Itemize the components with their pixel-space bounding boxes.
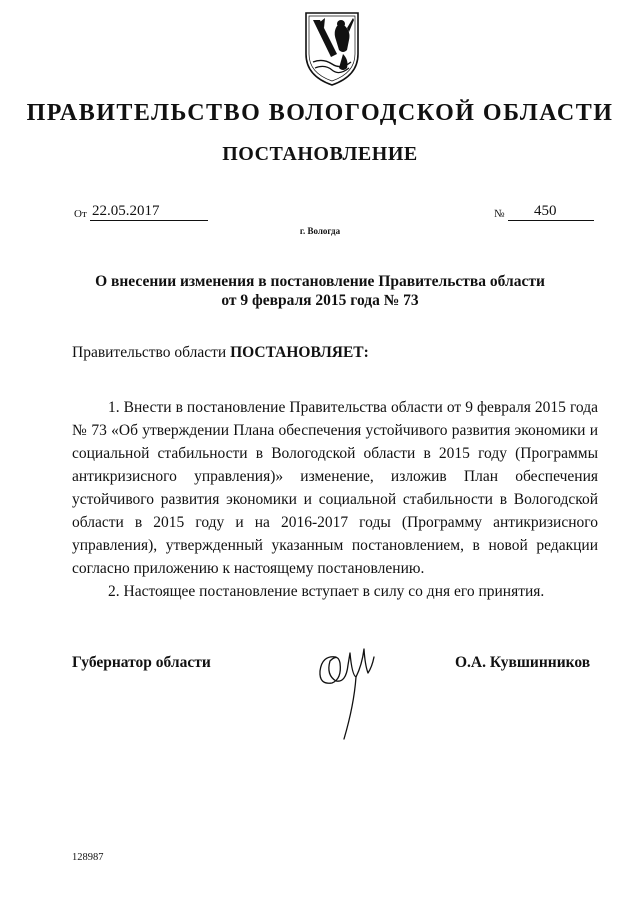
document-code: 128987 [72, 852, 104, 863]
city: г. Вологда [299, 226, 341, 236]
date-prefix: От [74, 208, 87, 220]
signer-role: Губернатор области [72, 654, 211, 671]
subject-line-1: О внесении изменения в постановление Правительства области [95, 273, 545, 290]
document-number: 450 [508, 203, 594, 221]
government-title: ПРАВИТЕЛЬСТВО ВОЛОГОДСКОЙ ОБЛАСТИ [26, 100, 614, 126]
coat-of-arms-icon [303, 10, 361, 88]
number-prefix: № [494, 208, 505, 220]
document-subject [70, 272, 570, 310]
document-date: 22.05.2017 [90, 203, 208, 221]
body-paragraph-1: 1. Внести в постановление Правительства области от 9 февраля 2015 года № 73 «Об утверждении Плана обеспечения устойчивого развития экономики и социальной стабильности в Вологодской области в 2015 году (Программы антикризисного управления)» изменение, изложив План обеспечения устойчивого развития экономики и социальной стабильности в Вологодской области в 2015 году и на 2016-2017 годы (Программу антикризисного управления), утвержденный указанным постановлением, в новой редакции согласно приложению к настоящему постановлению. [72, 399, 598, 577]
preamble [72, 344, 369, 362]
body-paragraph-2: 2. Настоящее постановление вступает в силу со дня его принятия. [108, 583, 545, 600]
document-type: ПОСТАНОВЛЕНИЕ [222, 143, 418, 165]
subject-line-2: от 9 февраля 2015 года № 73 [221, 292, 419, 309]
document-body [72, 396, 598, 603]
preamble-keyword: ПОСТАНОВЛЯЕТ: [230, 344, 369, 361]
signer-name: О.А. Кувшинников [455, 654, 591, 671]
signature-icon [312, 635, 382, 745]
preamble-text: Правительство области [72, 344, 231, 361]
